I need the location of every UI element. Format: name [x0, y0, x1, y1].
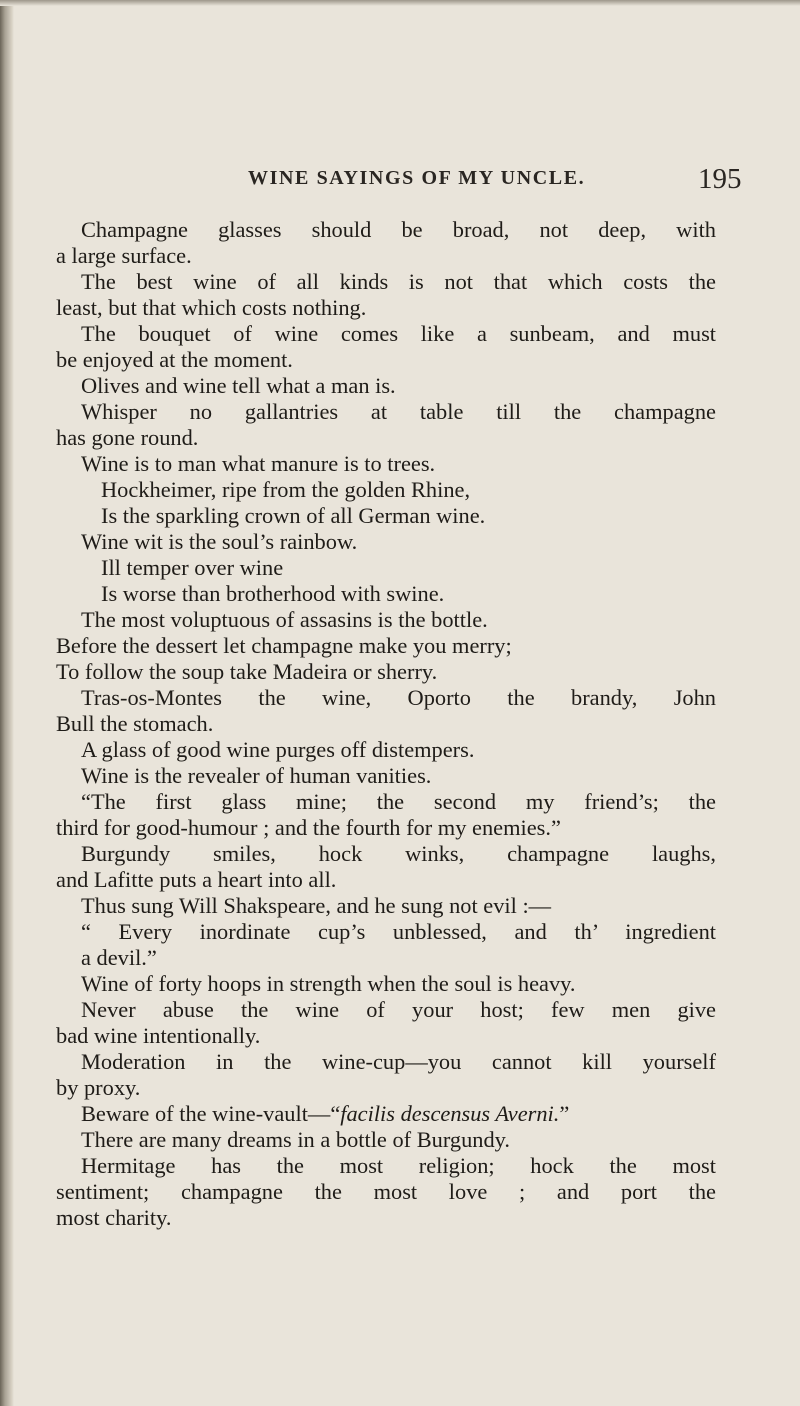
text-line [56, 1101, 716, 1127]
text-line: least, but that which costs nothing. [56, 295, 367, 320]
body-text [56, 217, 716, 1231]
text-line: Hermitage has the most religion; hock the most [81, 1153, 716, 1178]
text-line: The bouquet of wine comes like a sunbeam, and must [81, 321, 716, 346]
verse-line: Before the dessert let champagne make you merry; [56, 633, 512, 658]
page-header [0, 163, 800, 197]
text-line: third for good-humour ; and the fourth for my enemies.” [56, 815, 561, 840]
text-line: “ Every inordinate cup’s unblessed, and th’ ingredient [81, 919, 716, 944]
text-line: Whisper no gallantries at table till the champagne [81, 399, 716, 424]
text-line: Wine is the revealer of human vanities. [81, 763, 432, 788]
verse-line: Is worse than brotherhood with swine. [101, 581, 445, 606]
text-line: Moderation in the wine-cup—you cannot kill yourself [81, 1049, 716, 1074]
text-line: The best wine of all kinds is not that which costs the [81, 269, 716, 294]
text-line: by proxy. [56, 1075, 141, 1100]
text-line: sentiment; champagne the most love ; and port the [56, 1179, 716, 1204]
text-line: Bull the stomach. [56, 711, 214, 736]
text-line: most charity. [56, 1205, 172, 1230]
text-line: Olives and wine tell what a man is. [81, 373, 396, 398]
text-line: a devil.” [81, 945, 157, 970]
text-line: Wine wit is the soul’s rainbow. [81, 529, 358, 554]
text-line: has gone round. [56, 425, 199, 450]
latin-quote: facilis descensus Averni. [340, 1101, 560, 1126]
text-fragment: ” [559, 1101, 570, 1126]
text-line: Champagne glasses should be broad, not deep, with [81, 217, 716, 242]
text-line: Never abuse the wine of your host; few men give [81, 997, 716, 1022]
verse-line: Ill temper over wine [101, 555, 284, 580]
text-line: Burgundy smiles, hock winks, champagne laughs, [81, 841, 716, 866]
text-line: A glass of good wine purges off distempers. [81, 737, 475, 762]
text-line: be enjoyed at the moment. [56, 347, 293, 372]
text-line: bad wine intentionally. [56, 1023, 261, 1048]
verse-line: To follow the soup take Madeira or sherry. [56, 659, 438, 684]
text-line: “The first glass mine; the second my friend’s; the [81, 789, 716, 814]
text-line: There are many dreams in a bottle of Burgundy. [81, 1127, 511, 1152]
text-line: Wine of forty hoops in strength when the soul is heavy. [81, 971, 576, 996]
page-number: 195 [698, 163, 742, 195]
text-line: Tras-os-Montes the wine, Oporto the brandy, John [81, 685, 716, 710]
verse-line: Hockheimer, ripe from the golden Rhine, [101, 477, 471, 502]
page-binding-edge [0, 0, 14, 1406]
page-top-edge [0, 0, 800, 6]
verse-line: Is the sparkling crown of all German wine. [101, 503, 486, 528]
running-head: WINE SAYINGS OF MY UNCLE. [248, 167, 586, 189]
text-line: and Lafitte puts a heart into all. [56, 867, 337, 892]
text-fragment: Beware of the wine-vault—“ [81, 1101, 341, 1126]
text-line: The most voluptuous of assasins is the bottle. [81, 607, 488, 632]
text-line: Wine is to man what manure is to trees. [81, 451, 436, 476]
text-line: a large surface. [56, 243, 192, 268]
text-line: Thus sung Will Shakspeare, and he sung not evil :— [81, 893, 552, 918]
